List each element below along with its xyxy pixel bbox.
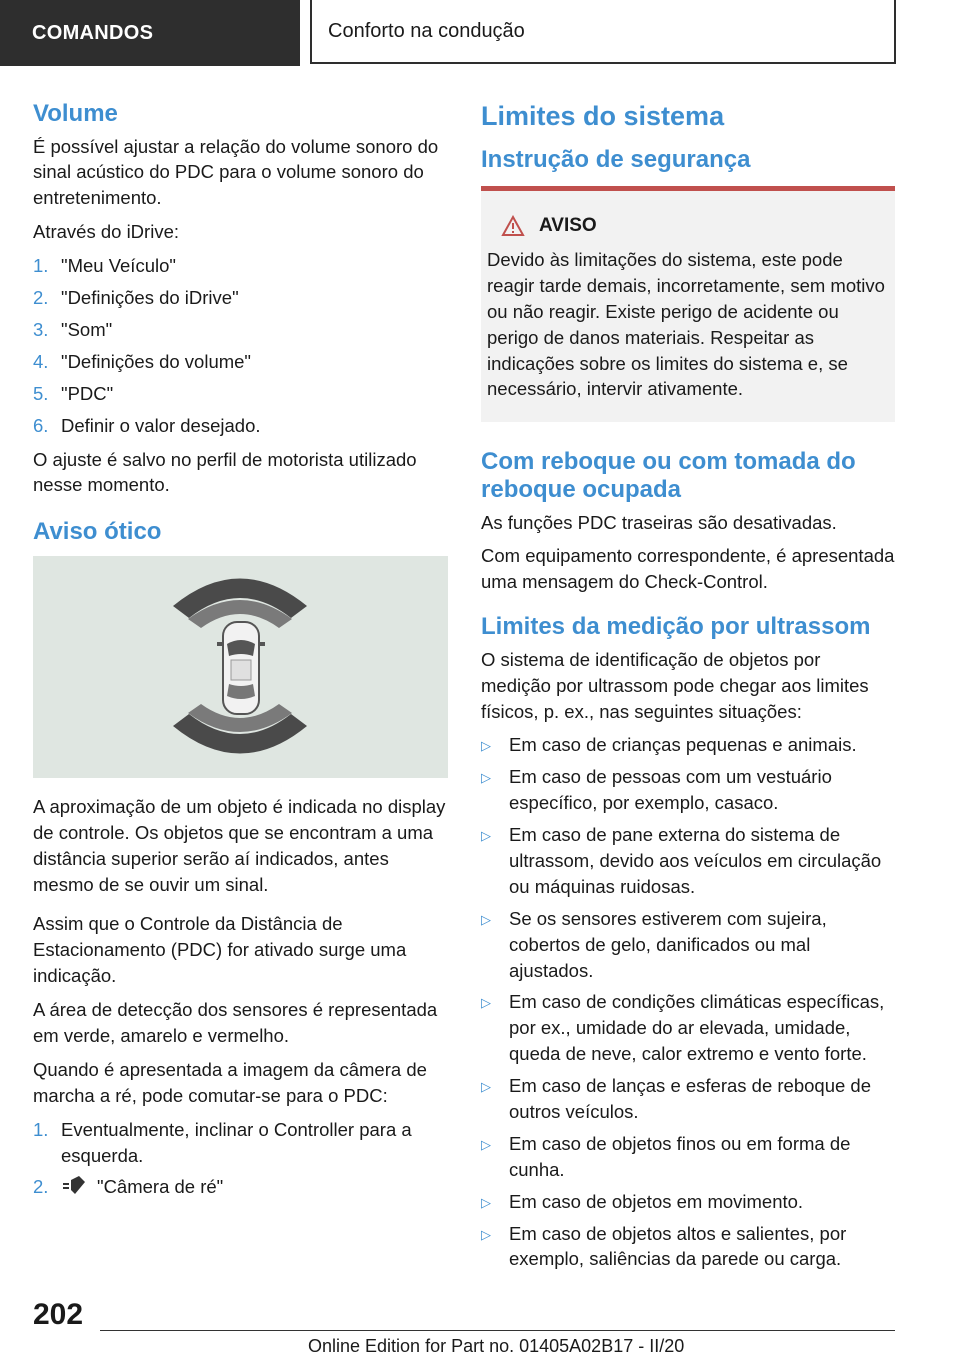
step-text: "Definições do volume": [61, 350, 252, 372]
item-text: Em caso de objetos em movimento.: [509, 1190, 804, 1212]
step-text: "Definições do iDrive": [61, 287, 239, 309]
volume-steps-list: [33, 253, 448, 438]
page-header: [0, 0, 960, 66]
item-text: Em caso de objetos finos ou em forma de cunha.: [509, 1132, 851, 1180]
volume-heading: Volume: [33, 100, 118, 127]
list-item: [33, 413, 448, 439]
triangle-bullet-icon: ▷: [481, 770, 491, 786]
step-number: 5.: [33, 382, 49, 404]
aviso-paragraph-3: A área de detecção dos sensores é representada em verde, amarelo e vermelho.: [33, 999, 438, 1046]
step-text: Eventualmente, inclinar o Controller para a esquerda.: [61, 1118, 412, 1166]
list-item: [33, 381, 448, 407]
list-item: [33, 1174, 448, 1203]
volume-paragraph-2: Através do iDrive:: [33, 221, 179, 243]
step-text: "Câmera de ré": [97, 1176, 224, 1198]
triangle-bullet-icon: ▷: [481, 1194, 491, 1210]
item-text: Em caso de pessoas com um vestuário específico, por exemplo, casaco.: [509, 766, 832, 814]
triangle-bullet-icon: ▷: [481, 1226, 491, 1242]
warning-title-row: [501, 215, 889, 237]
section-tab: COMANDOS: [0, 0, 300, 66]
limits-heading: Limites do sistema: [481, 101, 725, 131]
step-number: 6.: [33, 414, 49, 436]
left-column: [33, 100, 448, 1211]
warning-triangle-icon: [501, 215, 525, 237]
aviso-paragraph-2: Assim que o Controle da Distância de Estacionamento (PDC) for ativado surge uma indicação.: [33, 913, 407, 987]
safety-heading: Instrução de segurança: [481, 146, 751, 174]
list-item: [481, 989, 895, 1067]
rear-camera-icon: [61, 1174, 89, 1203]
step-text: "Som": [61, 318, 113, 340]
step-text: Definir o valor desejado.: [61, 414, 261, 436]
list-item: [481, 822, 895, 900]
ultra-heading: Limites da medição por ultrassom: [481, 613, 871, 641]
item-text: Em caso de crianças pequenas e animais.: [509, 734, 857, 756]
item-text: Em caso de condições climáticas específicas, por ex., umidade do ar elevada, umidade, queda de neve, calor extremo e vento forte.: [509, 991, 885, 1065]
triangle-bullet-icon: ▷: [481, 1079, 491, 1095]
step-text: "Meu Veículo": [61, 255, 176, 277]
list-item: [33, 285, 448, 311]
pdc-car-graphic: [33, 556, 448, 778]
item-text: Em caso de objetos altos e salientes, por exemplo, saliências da parede ou carga.: [509, 1222, 847, 1270]
tow-paragraph-2: Com equipamento correspondente, é apresentada uma mensagem do Check-Control.: [481, 545, 895, 593]
triangle-bullet-icon: ▷: [481, 828, 491, 844]
triangle-bullet-icon: ▷: [481, 738, 491, 754]
list-item: [33, 253, 448, 279]
list-item: [33, 317, 448, 343]
step-text: "PDC": [61, 382, 114, 404]
list-item: [481, 1221, 895, 1273]
triangle-bullet-icon: ▷: [481, 1136, 491, 1152]
warning-box: [481, 186, 895, 422]
edition-note: Online Edition for Part no. 01405A02B17 - II/20: [308, 1336, 685, 1356]
list-item: [481, 732, 895, 758]
footer-divider: [100, 1330, 895, 1331]
ultra-paragraph-1: O sistema de identificação de objetos por medição por ultrassom pode chegar aos limites físicos, p. ex., nas seguintes situações:: [481, 648, 869, 722]
step-number: 2.: [33, 1176, 49, 1198]
triangle-bullet-icon: ▷: [481, 911, 491, 927]
step-number: 3.: [33, 318, 49, 340]
aviso-heading: Aviso ótico: [33, 518, 162, 546]
tow-heading: Com reboque ou com tomada do reboque ocupada: [481, 448, 856, 503]
aviso-paragraph-4: Quando é apresentada a imagem da câmera de marcha a ré, pode comutar-se para o PDC:: [33, 1058, 427, 1106]
volume-paragraph-1: É possível ajustar a relação do volume sonoro do sinal acústico do PDC para o volume sonoro do entretenimento.: [33, 135, 439, 209]
volume-paragraph-3: O ajuste é salvo no perfil de motorista utilizado nesse momento.: [33, 448, 417, 496]
warning-text: Devido às limitações do sistema, este pode reagir tarde demais, incorretamente, sem motivo ou não reagir. Existe perigo de acidente ou perigo de danos materiais. Respeitar as indicações sobre os limites do sistema e, se necessário, intervir ativamente.: [487, 248, 885, 400]
item-text: Em caso de pane externa do sistema de ultrassom, devido aos veículos em circulação ou máquinas ruidosas.: [509, 824, 882, 897]
step-number: 4.: [33, 350, 49, 372]
item-text: Se os sensores estiverem com sujeira, cobertos de gelo, danificados ou mal ajustados.: [509, 907, 827, 981]
list-item: [481, 764, 895, 816]
list-item: [481, 1131, 895, 1183]
warning-title: AVISO: [539, 214, 597, 236]
page-number: 202: [33, 1298, 84, 1331]
list-item: [481, 906, 895, 984]
list-item: [33, 1117, 448, 1169]
step-number: 1.: [33, 255, 49, 277]
list-item: [481, 1073, 895, 1125]
camera-steps-list: [33, 1117, 448, 1204]
step-number: 2.: [33, 287, 49, 309]
step-number: 1.: [33, 1118, 49, 1140]
triangle-bullet-icon: ▷: [481, 995, 491, 1011]
tow-paragraph-1: As funções PDC traseiras são desativadas.: [481, 511, 837, 533]
chapter-title: Conforto na condução: [310, 0, 896, 64]
right-column: [481, 100, 895, 1280]
ultra-limits-list: [481, 732, 895, 1272]
pdc-display-illustration: [33, 556, 448, 778]
list-item: [33, 349, 448, 375]
aviso-paragraph-1: A aproximação de um objeto é indicada no display de controle. Os objetos que se encontram a uma distância superior serão aí indicados, antes mesmo de se ouvir um sinal.: [33, 795, 446, 895]
item-text: Em caso de lanças e esferas de reboque de outros veículos.: [509, 1075, 872, 1123]
list-item: [481, 1189, 895, 1215]
